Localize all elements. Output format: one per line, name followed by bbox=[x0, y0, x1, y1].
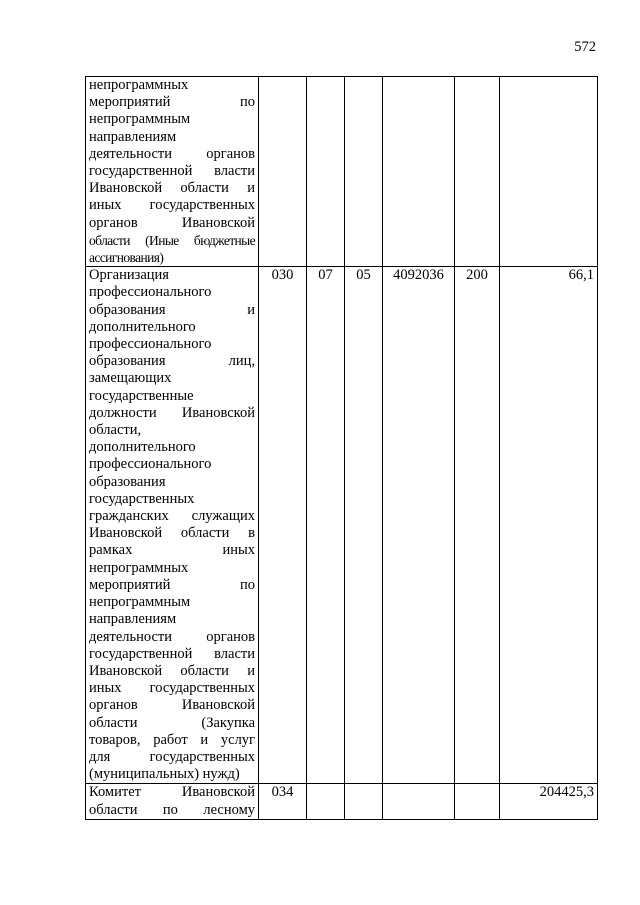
table-row bbox=[86, 784, 598, 819]
description-line: Ивановской области и bbox=[89, 662, 255, 679]
ministry-code-cell: 030 bbox=[259, 267, 307, 784]
ministry-code-cell bbox=[259, 77, 307, 267]
ministry-code-cell: 034 bbox=[259, 784, 307, 819]
expense-type-cell bbox=[455, 784, 500, 819]
description-line: деятельности органов bbox=[89, 145, 255, 162]
table-row bbox=[86, 267, 598, 784]
section-cell: 07 bbox=[307, 267, 345, 784]
table-body bbox=[86, 77, 598, 820]
description-line: (муниципальных) нужд) bbox=[89, 766, 240, 783]
description-line: непрограммным bbox=[89, 111, 191, 128]
description-line: иных государственных bbox=[89, 197, 255, 214]
description-line: направлениям bbox=[89, 128, 177, 145]
subsection-cell bbox=[345, 77, 383, 267]
description-line: области по лесному bbox=[89, 801, 255, 818]
target-article-cell bbox=[383, 784, 455, 819]
section-cell bbox=[307, 77, 345, 267]
row-description bbox=[86, 77, 259, 267]
description-line: должности Ивановской bbox=[89, 404, 255, 421]
amount-cell: 204425,3 bbox=[500, 784, 598, 819]
description-line: непрограммных bbox=[89, 77, 189, 93]
budget-table bbox=[85, 76, 598, 820]
description-line: товаров, работ и услуг bbox=[89, 731, 255, 748]
description-line: образования и bbox=[89, 301, 255, 318]
description-line: деятельности органов bbox=[89, 628, 255, 645]
description-line: государственные bbox=[89, 387, 194, 404]
description-line: государственной власти bbox=[89, 645, 255, 662]
page-number: 572 bbox=[574, 39, 596, 55]
description-line: органов Ивановской bbox=[89, 214, 255, 231]
description-line: области (Закупка bbox=[89, 714, 255, 731]
description-line: мероприятий по bbox=[89, 94, 255, 111]
description-line: государственной власти bbox=[89, 163, 255, 180]
description-line: для государственных bbox=[89, 748, 255, 765]
description-line: мероприятий по bbox=[89, 576, 255, 593]
description-line: непрограммным bbox=[89, 594, 191, 611]
description-line: дополнительного bbox=[89, 439, 196, 456]
description-line: профессионального bbox=[89, 336, 212, 353]
description-line: профессионального bbox=[89, 284, 212, 301]
description-line: рамках иных bbox=[89, 542, 255, 559]
description-line: непрограммных bbox=[89, 559, 189, 576]
description-line: Организация bbox=[89, 267, 169, 284]
description-line: ассигнования) bbox=[89, 250, 164, 266]
expense-type-cell bbox=[455, 77, 500, 267]
description-line: направлениям bbox=[89, 611, 177, 628]
description-line: образования bbox=[89, 473, 166, 490]
description-line: Комитет Ивановской bbox=[89, 784, 255, 801]
subsection-cell bbox=[345, 784, 383, 819]
description-line: иных государственных bbox=[89, 680, 255, 697]
amount-cell bbox=[500, 77, 598, 267]
description-line: дополнительного bbox=[89, 318, 196, 335]
description-line: органов Ивановской bbox=[89, 697, 255, 714]
description-line: Ивановской области в bbox=[89, 525, 255, 542]
row-description bbox=[86, 784, 259, 819]
expense-type-cell: 200 bbox=[455, 267, 500, 784]
target-article-cell: 4092036 bbox=[383, 267, 455, 784]
row-description bbox=[86, 267, 259, 784]
description-line: образования лиц, bbox=[89, 353, 255, 370]
amount-cell: 66,1 bbox=[500, 267, 598, 784]
description-line: области (Иные бюджетные bbox=[89, 232, 255, 248]
subsection-cell: 05 bbox=[345, 267, 383, 784]
description-line: Ивановской области и bbox=[89, 180, 255, 197]
description-line: профессионального bbox=[89, 456, 212, 473]
section-cell bbox=[307, 784, 345, 819]
table-row bbox=[86, 77, 598, 267]
description-line: замещающих bbox=[89, 370, 172, 387]
description-line: гражданских служащих bbox=[89, 508, 255, 525]
target-article-cell bbox=[383, 77, 455, 267]
description-line: области, bbox=[89, 422, 142, 439]
description-line: государственных bbox=[89, 490, 195, 507]
